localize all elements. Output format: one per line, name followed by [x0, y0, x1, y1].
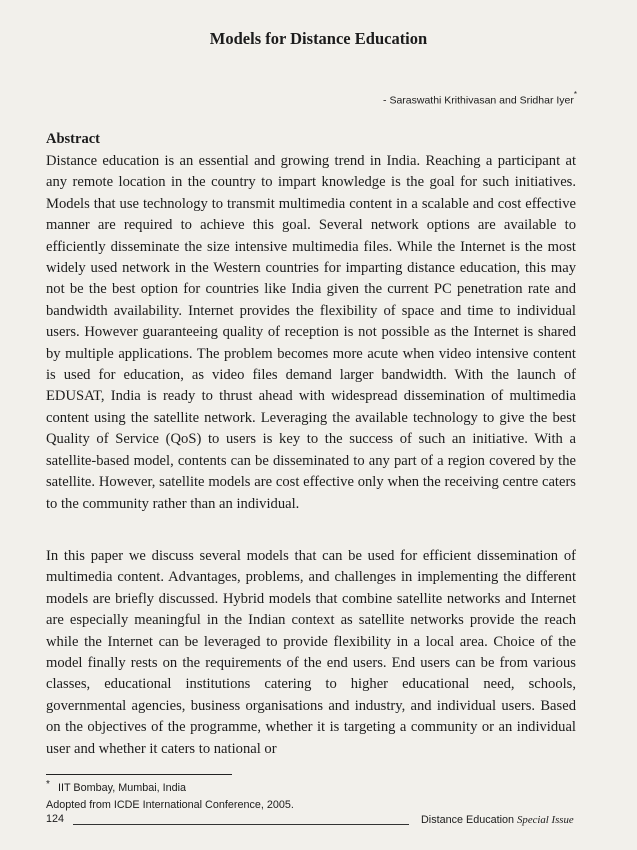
journal-title: Distance Education: [421, 814, 515, 826]
journal-issue: Special Issue: [517, 814, 574, 826]
author-footnote-mark: *: [573, 90, 577, 99]
footnote-mark: *: [46, 779, 50, 790]
journal-name: [421, 814, 574, 826]
abstract-paragraph-2: In this paper we discuss several models that can be used for efficient dissemination of multimedia content. Advantages, problems, and challenges in implementing the different models are briefly discussed. Hybrid models that combine satellite networks and Internet are especially meaningful in the Indian context as satellite networks provide the reach while the Internet can be leveraged to provide flexibility in a local area. Choice of the model finally rests on the requirements of the end users. End users can be from various classes, educational institutions catering to higher educational need, schools, governmental agencies, business organisations and industry, and individual users. Based on the objectives of the programme, whether it is targeting a community or an individual user and whether it caters to national or: [46, 548, 576, 757]
author-line: [383, 92, 577, 107]
author-names: - Saraswathi Krithivasan and Sridhar Iyer: [383, 94, 574, 107]
footnote-affiliation: [46, 779, 187, 794]
footnote-source: Adopted from ICDE International Conference, 2005.: [46, 799, 294, 811]
page-number: 124: [46, 813, 65, 825]
footer-rule: [73, 824, 409, 825]
paper-title: Models for Distance Education: [209, 29, 428, 48]
footnote-divider: [46, 774, 232, 775]
abstract-heading: Abstract: [46, 131, 100, 147]
abstract-paragraph-1: Distance education is an essential and growing trend in India. Reaching a participant at any remote location in the country to impart knowledge is the goal for such initiatives. Models that use technology to transmit multimedia content in a scalable and cost effective manner are required to achieve this goal. Several network options are available to efficiently disseminate the size intensive multimedia files. While the Internet is the most widely used network in the Western countries for imparting distance education, this may not be the best option for countries like India given the current PC penetration rate and bandwidth availability. Internet provides the flexibility of space and time to individual users. However guaranteeing quality of reception is not possible as the Internet is shared by multiple applications. The problem becomes more acute when video intensive content is used for education, as video files demand larger bandwidth. With the launch of EDUSAT, India is ready to thrust ahead with widespread dissemination of multimedia content using the satellite network. Leveraging the available technology to give the best Quality of Service (QoS) to users is key to the success of such an initiative. With a satellite-based model, contents can be disseminated to any part of a region covered by the satellite. However, satellite models are cost effective only when the receiving centre caters to the community rather than an individual.: [46, 153, 576, 512]
affiliation-text: IIT Bombay, Mumbai, India: [58, 782, 187, 794]
